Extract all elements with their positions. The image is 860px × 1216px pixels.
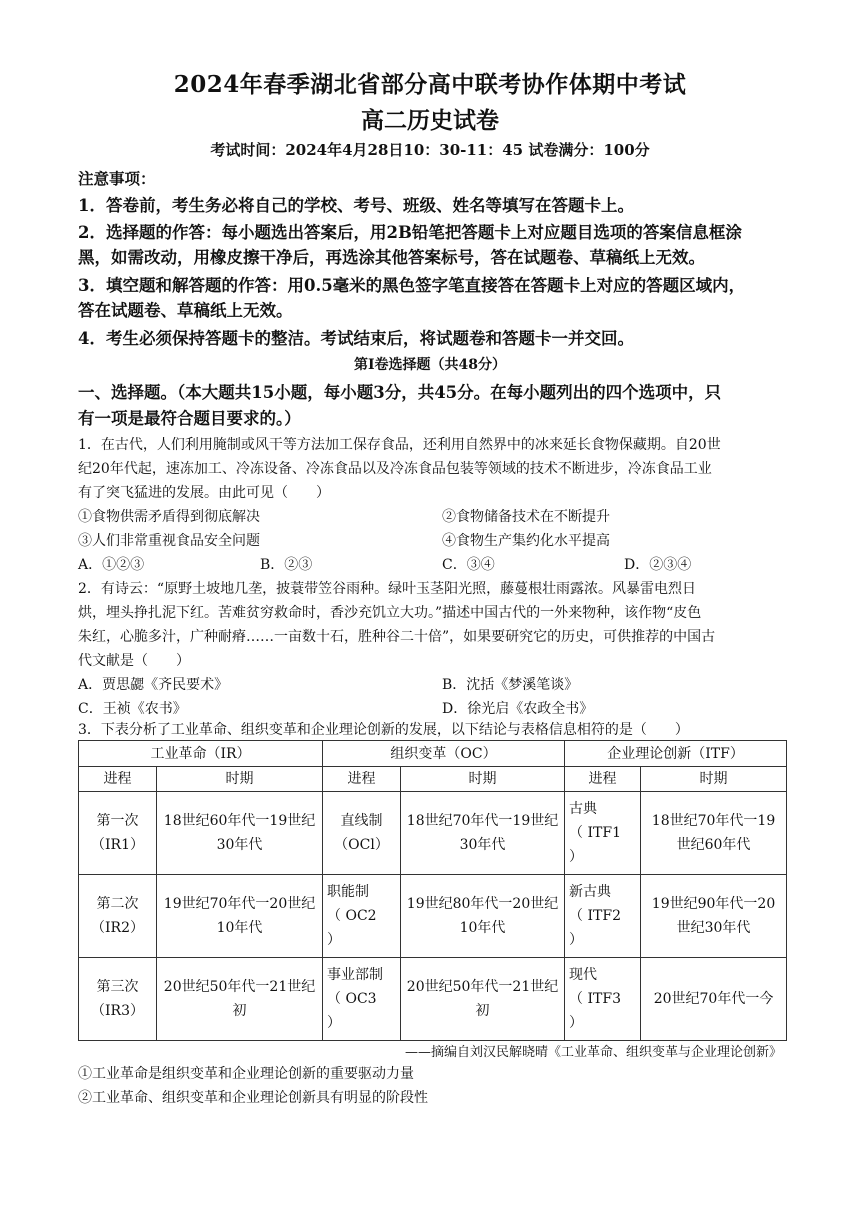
q2-option-c: C．王祯《农书》	[78, 701, 187, 717]
notes-item: 3．填空题和解答题的作答：用0.5毫米的黑色签字笔直接答在答题卡上对应的答题区域内，	[78, 276, 746, 295]
q1-option-a: A．①②③	[78, 557, 145, 573]
table-cell: 古典 （ ITF1 ）	[565, 792, 641, 875]
q1-option-d: D．②③④	[624, 557, 692, 573]
q1-stem: 纪20年代起，速冻加工、冷冻设备、冷冻食品以及冷冻食品包装等领域的技术不断进步，冷冻食品工业	[78, 461, 712, 477]
table-cell: 18世纪60年代一19世纪30年代	[157, 792, 323, 875]
section-instructions: 一、选择题。（本大题共15小题，每小题3分，共45分。在每小题列出的四个选项中，只	[78, 383, 722, 402]
table-group-header: 企业理论创新（ITF）	[565, 741, 787, 767]
table-cell: 20世纪50年代一21世纪初	[157, 958, 323, 1041]
notes-item: 1．答卷前，考生务必将自己的学校、考号、班级、姓名等填写在答题卡上。	[78, 196, 634, 215]
table-cell: 19世纪90年代一20世纪30年代	[641, 875, 787, 958]
q1-statement: ③人们非常重视食品安全问题	[78, 533, 260, 549]
table-cell: 18世纪70年代一19世纪60年代	[641, 792, 787, 875]
q2-stem: 朱红，心脆多汁，广种耐瘠……一亩数十石，胜种谷二十倍”，如果要研究它的历史，可供推荐的中国古	[78, 629, 716, 645]
q1-option-c: C．③④	[442, 557, 495, 573]
q1-option-b: B．②③	[260, 557, 313, 573]
q3-stem: 3．下表分析了工业革命、组织变革和企业理论创新的发展，以下结论与表格信息相符的是（ ）	[78, 722, 689, 738]
exam-title: 2024年春季湖北省部分高中联考协作体期中考试	[173, 71, 687, 98]
section-heading: 第Ⅰ卷选择题（共48分）	[353, 357, 507, 373]
table-cell: 新古典 （ ITF2 ）	[565, 875, 641, 958]
section-instructions: 有一项是最符合题目要求的。）	[78, 409, 301, 428]
table-subheader: 时期	[641, 767, 787, 792]
table-row	[79, 792, 787, 875]
table-cell: 现代 （ ITF3 ）	[565, 958, 641, 1041]
notes-item: 4．考生必须保持答题卡的整洁。考试结束后，将试题卷和答题卡一并交回。	[78, 329, 634, 348]
table-row	[79, 875, 787, 958]
q1-stem: 有了突飞猛进的发展。由此可见（ ）	[78, 485, 330, 501]
table-row	[79, 958, 787, 1041]
table-cell: 职能制 （ OC2 ）	[323, 875, 401, 958]
q2-stem: 代文献是（ ）	[78, 653, 190, 669]
table-cell: 直线制 （OCl）	[323, 792, 401, 875]
table-cell: 20世纪50年代一21世纪初	[401, 958, 565, 1041]
table-cell: 19世纪80年代一20世纪10年代	[401, 875, 565, 958]
q2-stem: 2．有诗云：“原野土坡地几垄，披蓑带笠谷雨种。绿叶玉茎阳光照，藤蔓根壮雨露浓。风暴雷电烈日	[78, 581, 697, 597]
q3-statement: ②工业革命、组织变革和企业理论创新具有明显的阶段性	[78, 1090, 428, 1106]
table-subheader: 进程	[79, 767, 157, 792]
table-subheader: 时期	[401, 767, 565, 792]
table-subheader: 进程	[323, 767, 401, 792]
q3-table	[78, 740, 787, 1041]
notes-item: 2．选择题的作答：每小题选出答案后，用2B铅笔把答题卡上对应题目选项的答案信息框涂	[78, 223, 742, 242]
q1-statement: ①食物供需矛盾得到彻底解决	[78, 509, 260, 525]
table-subheader: 进程	[565, 767, 641, 792]
q2-option-a: A．贾思勰《齐民要术》	[78, 677, 229, 693]
exam-subtitle: 高二历史试卷	[361, 107, 499, 134]
table-group-header: 组织变革（OC）	[323, 741, 565, 767]
table-cell: 18世纪70年代一19世纪30年代	[401, 792, 565, 875]
table-cell: 第一次 （IR1）	[79, 792, 157, 875]
notes-heading: 注意事项：	[78, 169, 156, 188]
q3-statement: ①工业革命是组织变革和企业理论创新的重要驱动力量	[78, 1066, 414, 1082]
q1-statement: ②食物储备技术在不断提升	[442, 509, 610, 525]
table-subheader: 时期	[157, 767, 323, 792]
table-group-header: 工业革命（IR）	[79, 741, 323, 767]
q2-stem: 烘，埋头挣扎泥下红。苦难贫穷救命时，香沙充饥立大功。”描述中国古代的一外来物种，该作物“皮色	[78, 605, 702, 621]
q2-option-b: B．沈括《梦溪笔谈》	[442, 677, 579, 693]
exam-info: 考试时间：2024年4月28日10：30-11：45 试卷满分：100分	[210, 141, 650, 159]
notes-item: 答在试题卷、草稿纸上无效。	[78, 301, 293, 320]
table-cell: 19世纪70年代一20世纪10年代	[157, 875, 323, 958]
table-cell: 事业部制 （ OC3 ）	[323, 958, 401, 1041]
table-cell: 第二次 （IR2）	[79, 875, 157, 958]
table-cell: 20世纪70年代一今	[641, 958, 787, 1041]
q1-stem: 1．在古代，人们利用腌制或风干等方法加工保存食品，还利用自然界中的冰来延长食物保藏期。自20世	[78, 437, 721, 453]
notes-item: 黑，如需改动，用橡皮擦干净后，再选涂其他答案标号，答在试题卷、草稿纸上无效。	[78, 248, 705, 267]
q2-option-d: D．徐光启《农政全书》	[442, 701, 594, 717]
table-cell: 第三次 （IR3）	[79, 958, 157, 1041]
q1-statement: ④食物生产集约化水平提高	[442, 533, 610, 549]
table-source: ——摘编自刘汉民解晓晴《工业革命、组织变革与企业理论创新》	[404, 1045, 782, 1060]
